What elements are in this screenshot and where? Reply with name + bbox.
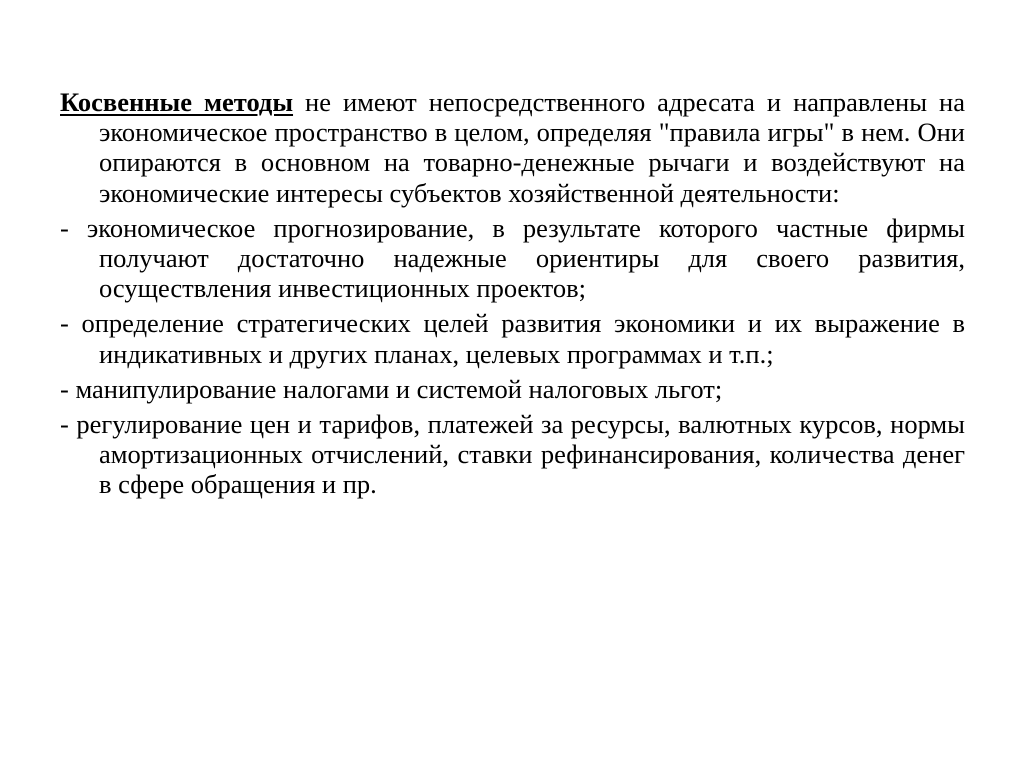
- term-indirect-methods: Косвенные методы: [60, 87, 294, 117]
- list-item-strategic-goals: - определение стратегических целей развития экономики и их выражение в индикативных и других планах, целевых программах и т.п.;: [60, 308, 965, 369]
- list-item-taxes: - манипулирование налогами и системой налоговых льгот;: [60, 373, 723, 404]
- intro-paragraph: [60, 87, 965, 208]
- list-item-price-regulation: - регулирование цен и тарифов, платежей за ресурсы, валютных курсов, нормы амортизационных отчислений, ставки рефинансирования, количества денег в сфере обращения и пр.: [60, 409, 965, 500]
- slide-text: [60, 87, 965, 505]
- list-item-forecasting: - экономическое прогнозирование, в результате которого частные фирмы получают достаточно надежные ориентиры для своего развития, осуществления инвестиционных проектов;: [60, 212, 965, 304]
- intro-text: не имеют непосредственного адресата и направлены на экономическое пространство в целом, определяя "правила игры" в нем. Они опираются в основном на товарно-денежные рычаги и воздействуют на экономические интересы субъектов хозяйственной деятельности:: [99, 87, 965, 208]
